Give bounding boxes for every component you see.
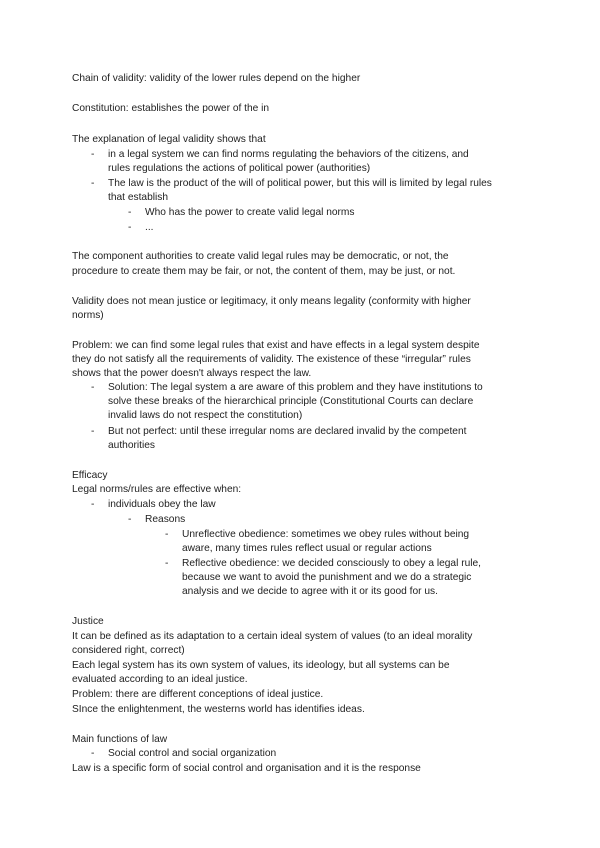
validity-line2: norms)	[72, 310, 104, 321]
justice-line2: considered right, correct)	[72, 645, 185, 656]
bullet-dash: -	[91, 748, 95, 759]
chain-of-validity-line: Chain of validity: validity of the lower rules depend on the higher	[72, 73, 361, 84]
notperfect-line1: But not perfect: until these irregular noms are declared invalid by the competent	[108, 426, 467, 437]
explanation-item2-line2: that establish	[108, 192, 169, 203]
explanation-sub2: ...	[145, 222, 154, 233]
problem-line3: shows that the power doesn't always respect the law.	[72, 368, 312, 379]
functions-heading: Main functions of law	[72, 734, 168, 745]
bullet-dash: -	[91, 149, 95, 160]
explanation-item2-line1: The law is the product of the will of political power, but this will is limited by legal rules	[108, 178, 492, 189]
problem-line2: they do not satisfy all the requirements of validity. The existence of these “irregular” rules	[72, 354, 471, 365]
problem-line1: Problem: we can find some legal rules that exist and have effects in a legal system despite	[72, 340, 480, 351]
validity-line1: Validity does not mean justice or legitimacy, it only means legality (conformity with higher	[72, 296, 471, 307]
justice-heading: Justice	[72, 616, 104, 627]
reflective-line2: because we want to avoid the punishment and we do a strategic	[182, 572, 472, 583]
efficacy-heading: Efficacy	[72, 470, 108, 481]
bullet-dash: -	[91, 382, 95, 393]
explanation-intro: The explanation of legal validity shows that	[72, 134, 266, 145]
functions-last-line: Law is a specific form of social control and organisation and it is the response	[72, 763, 421, 774]
efficacy-intro: Legal norms/rules are effective when:	[72, 484, 242, 495]
reflective-line3: analysis and we decide to agree with it or its good for us.	[182, 586, 438, 597]
solution-line1: Solution: The legal system a are aware of this problem and they have institutions to	[108, 382, 483, 393]
explanation-sub1: Who has the power to create valid legal norms	[145, 207, 355, 218]
bullet-dash: -	[128, 207, 132, 218]
bullet-dash: -	[165, 558, 169, 569]
constitution-line: Constitution: establishes the power of the in	[72, 103, 270, 114]
functions-item: Social control and social organization	[108, 748, 277, 759]
bullet-dash: -	[91, 178, 95, 189]
component-line2: procedure to create them may be fair, or not, the content of them, may be just, or not.	[72, 266, 456, 277]
notperfect-line2: authorities	[108, 440, 156, 451]
justice-line5: Problem: there are different conceptions of ideal justice.	[72, 689, 324, 700]
unreflective-line2: aware, many times rules reflect usual or regular actions	[182, 543, 432, 554]
unreflective-line1: Unreflective obedience: sometimes we obey rules without being	[182, 529, 470, 540]
bullet-dash: -	[91, 499, 95, 510]
reflective-line1: Reflective obedience: we decided consciously to obey a legal rule,	[182, 558, 482, 569]
justice-line3: Each legal system has its own system of values, its ideology, but all systems can be	[72, 660, 450, 671]
justice-line1: It can be defined as its adaptation to a certain ideal system of values (to an ideal morality	[72, 631, 473, 642]
bullet-dash: -	[128, 222, 132, 233]
efficacy-reasons: Reasons	[145, 514, 186, 525]
explanation-item1-line2: rules regulations the actions of political power (authorities)	[108, 163, 371, 174]
component-line1: The component authorities to create valid legal rules may be democratic, or not, the	[72, 251, 449, 262]
solution-line2: solve these breaks of the hierarchical principle (Constitutional Courts can declare	[108, 396, 474, 407]
justice-line4: evaluated according to an ideal justice.	[72, 674, 248, 685]
solution-line3: invalid laws do not respect the constitution)	[108, 410, 303, 421]
bullet-dash: -	[91, 426, 95, 437]
bullet-dash: -	[165, 529, 169, 540]
efficacy-obey: individuals obey the law	[108, 499, 216, 510]
justice-line6: SInce the enlightenment, the westerns world has identifies ideas.	[72, 704, 365, 715]
explanation-item1-line1: in a legal system we can find norms regulating the behaviors of the citizens, and	[108, 149, 469, 160]
bullet-dash: -	[128, 514, 132, 525]
